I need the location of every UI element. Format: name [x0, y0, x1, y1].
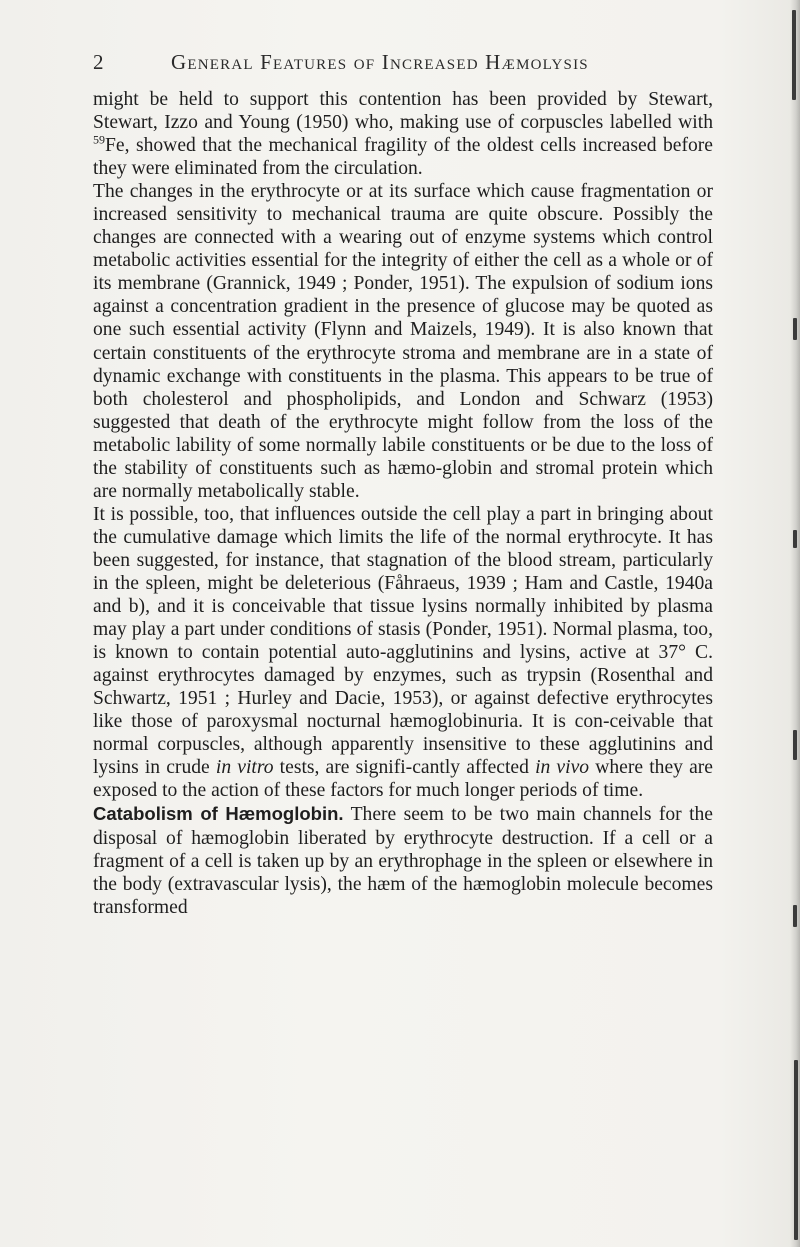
section-heading: Catabolism of Hæmoglobin.: [93, 803, 344, 825]
paragraph-1: [93, 88, 713, 180]
binding-mark: [794, 1060, 798, 1240]
running-title: General Features of Increased Hæmolysis: [171, 50, 589, 74]
body-text: [93, 88, 713, 919]
paragraph-4-text: There seem to be two main channels for the disposal of hæmoglobin liberated by erythrocyte destruction. If a cell or a fragment of a cell is taken up by an erythrophage in the spleen or elsewhere in the body (extravascular lysis), the hæm of the hæmoglobin molecule becomes transformed: [93, 804, 714, 918]
italic-in-vitro: in vitro: [215, 757, 274, 779]
binding-mark: [793, 318, 797, 340]
italic-in-vivo: in vivo: [535, 757, 590, 779]
paragraph-3-text-a: It is possible, too, that influences outside the cell play a part in bringing about the cumulative damage which limits the life of the normal erythrocyte. It has been suggested, for instance, that stagnation of the blood stream, particularly in the spleen, might be deleterious (Fåhraeus, 1939 ; Ham and Castle, 1940a and b), and it is conceivable that tissue lysins normally inhibited by plasma may play a part under conditions of stasis (Ponder, 1951). Normal plasma, too, is known to contain potential auto-agglutinins and lysins, active at 37° C. against erythrocytes damaged by enzymes, such as trypsin (Rosenthal and Schwartz, 1951 ; Hurley and Dacie, 1953), or against defective erythrocytes like those of paroxysmal nocturnal hæmoglobinuria. It is con-ceivable that normal corpuscles, although apparently insensitive to these agglutinins and lysins in crude: [93, 503, 713, 779]
paragraph-1-text-a: might be held to support this contention has been provided by Stewart, Stewart, Izzo and Young (1950) who, making use of corpuscles labelled with: [93, 89, 713, 134]
binding-mark: [792, 10, 796, 100]
paragraph-3: [93, 503, 713, 803]
page-number: 2: [93, 50, 104, 74]
paragraph-3-text-c: where they are exposed to the action of these factors for much longer periods of time.: [93, 757, 713, 802]
binding-mark: [793, 905, 797, 927]
isotope-superscript: 59: [93, 132, 105, 147]
paragraph-1-text-b: Fe, showed that the mechanical fragility of the oldest cells increased before they were eliminated from the circulation.: [93, 135, 713, 180]
paragraph-3-text-b: tests, are signifi-cantly affected: [273, 757, 536, 779]
paragraph-4: [93, 802, 713, 918]
page-header: [93, 50, 713, 76]
paragraph-2: The changes in the erythrocyte or at its surface which cause fragmentation or increased sensitivity to mechanical trauma are quite obscure. Possibly the changes are connected with a wearing out of enzyme systems which control metabolic activities essential for the integrity of either the cell as a whole or of its membrane (Grannick, 1949 ; Ponder, 1951). The expulsion of sodium ions against a concentration gradient in the presence of glucose may be quoted as one such essential activity (Flynn and Maizels, 1949). It is also known that certain constituents of the erythrocyte stroma and membrane are in a state of dynamic exchange with constituents in the plasma. This appears to be true of both cholesterol and phospholipids, and London and Schwarz (1953) suggested that death of the erythrocyte might follow from the loss of the metabolic lability of some normally labile constituents or be due to the loss of the stability of constituents such as hæmo-globin and stromal protein which are normally metabolically stable.: [93, 181, 713, 502]
binding-mark: [793, 530, 797, 548]
binding-mark: [793, 730, 797, 760]
